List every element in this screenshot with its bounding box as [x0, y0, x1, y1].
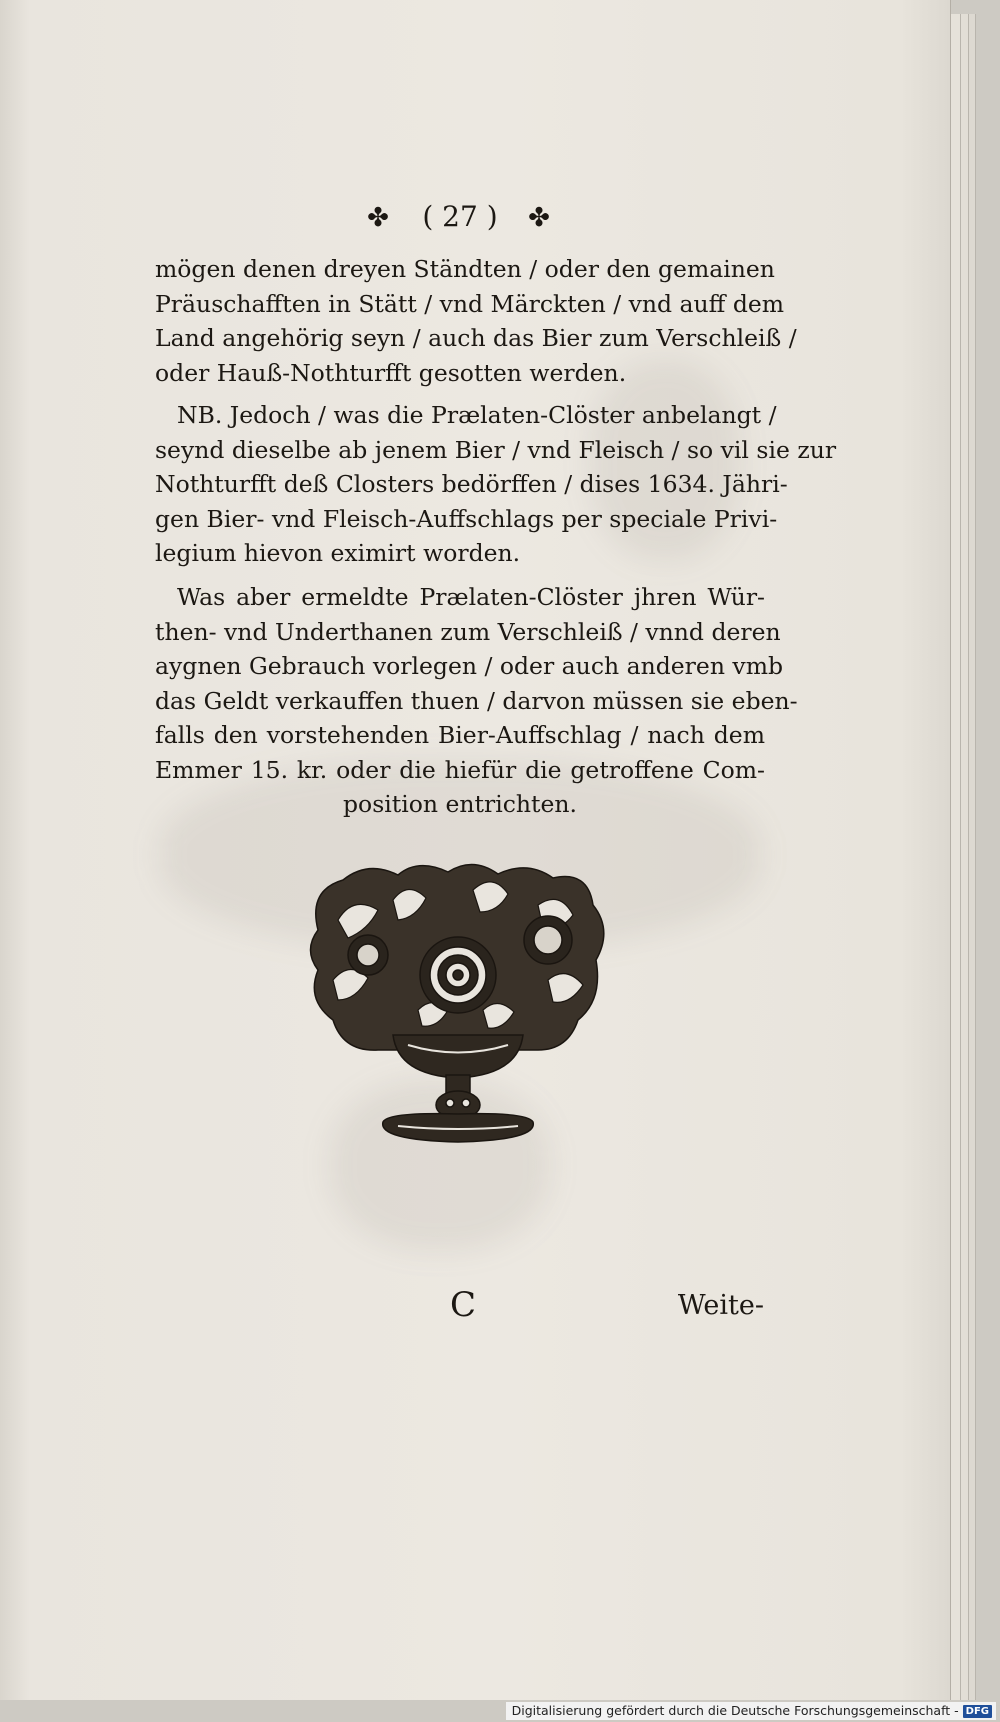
credit-text: Digitalisierung gefördert durch die Deutsche Forschungsgemeinschaft -: [511, 1703, 959, 1718]
text-line: das Geldt verkauffen thuen / darvon müssen sie eben-: [155, 686, 798, 715]
text-line: gen Bier- vnd Fleisch-Auffschlags per speciale Privi-: [155, 504, 778, 533]
text-line: mögen denen dreyen Ständten / oder den gemainen: [155, 255, 775, 283]
paragraph-3: [155, 580, 798, 822]
paragraph-2: [155, 398, 837, 571]
page-header: [340, 196, 580, 240]
digitization-credit: [506, 1702, 996, 1720]
catchword: Weite-: [677, 1290, 764, 1321]
text-line: position entrichten.: [343, 790, 577, 818]
text-line: legium hievon eximirt worden.: [155, 539, 521, 567]
dfg-logo-icon: DFG: [963, 1705, 992, 1718]
text-line: Emmer 15. kr. oder die hiefür die getroffene Com-: [155, 755, 765, 784]
text-line: Was aber ermeldte Prælaten-Clöster jhren Wür-: [177, 583, 765, 611]
paragraph-1: [155, 252, 797, 390]
text-line: Präuschafften in Stätt / vnd Märckten / vnd auff dem: [155, 289, 785, 318]
text-line: aygnen Gebrauch vorlegen / oder auch anderen vmb: [155, 652, 784, 680]
text-line: Nothturfft deß Closters bedörffen / dises 1634. Jähri-: [155, 470, 788, 498]
text-line: oder Hauß-Nothturfft gesotten werden.: [155, 358, 627, 387]
page-number: ( 27 ): [422, 200, 498, 233]
text-line: Land angehörig seyn / auch das Bier zum Verschleiß /: [155, 324, 797, 352]
signature-mark: C: [449, 1285, 476, 1325]
text-line: falls den vorstehenden Bier-Auffschlag / nach dem: [155, 721, 765, 749]
text-line: seynd dieselbe ab jenem Bier / vnd Fleisch / so vil sie zur: [155, 435, 837, 464]
fleuron-left-icon: ✤: [367, 203, 389, 233]
text-line: NB. Jedoch / was die Prælaten-Clöster anbelangt /: [177, 401, 777, 429]
fleuron-right-icon: ✤: [528, 203, 550, 233]
flower-vase-woodcut-icon: [298, 860, 618, 1150]
text-line: then- vnd Underthanen zum Verschleiß / vnnd deren: [155, 617, 781, 646]
